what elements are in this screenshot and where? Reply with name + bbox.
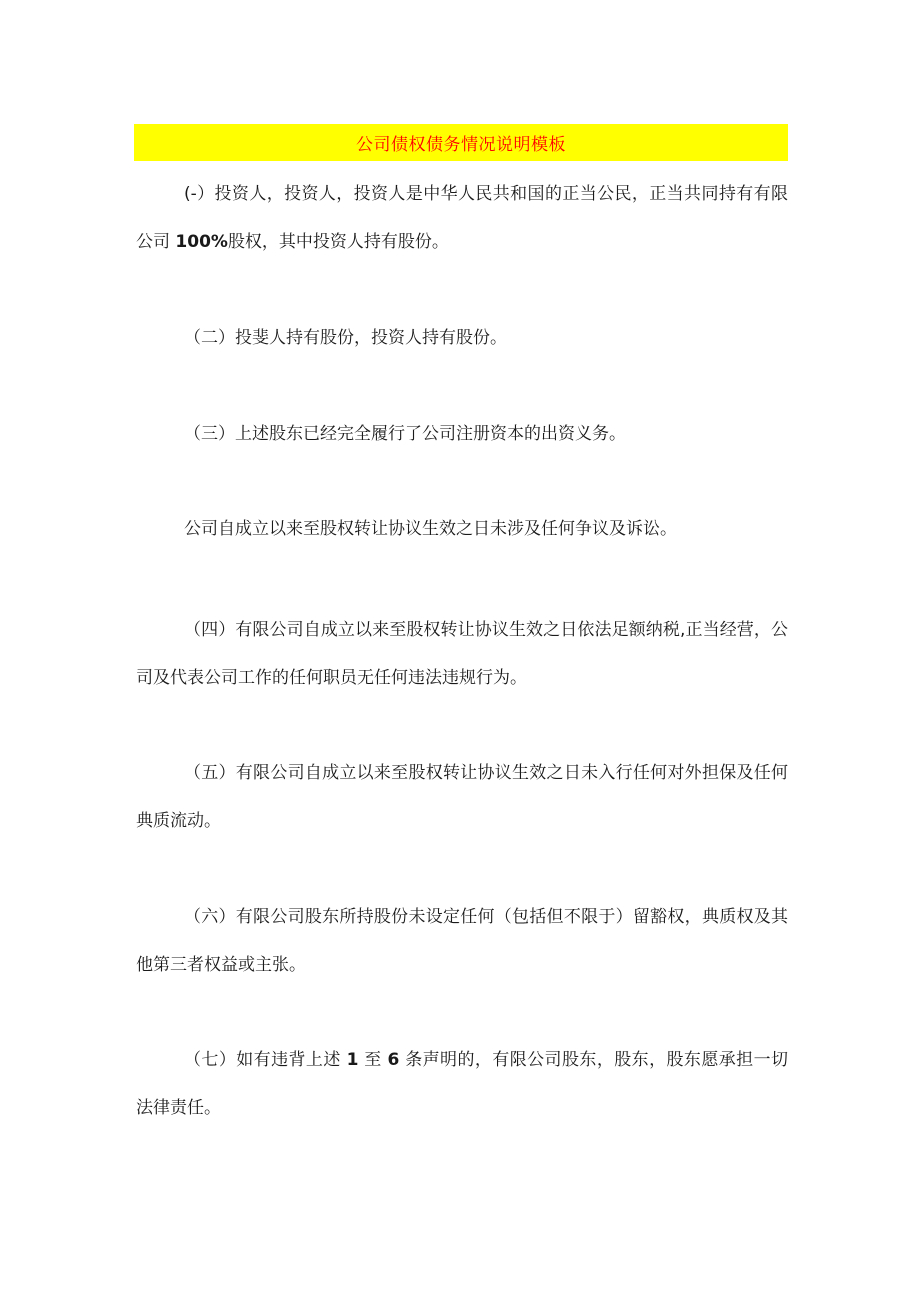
paragraph-number: 1 [346, 1050, 359, 1070]
paragraph-5 [136, 606, 788, 702]
title-highlight [134, 124, 788, 161]
paragraph-4 [136, 505, 788, 553]
paragraph-text: （七）如有违背上述 [184, 1050, 347, 1070]
paragraph-text: 至 [358, 1050, 388, 1070]
paragraph-text: （五）有限公司自成立以来至股权转让协议生效之日未入行任何对外担保及任何典质流动。 [136, 763, 788, 831]
document-title: 公司债权债务情况说明模板 [356, 135, 566, 155]
paragraph-8 [136, 1036, 788, 1132]
paragraph-number: 100% [175, 232, 228, 252]
paragraph-3 [136, 410, 788, 458]
paragraph-text: 公司自成立以来至股权转让协议生效之日未涉及任何争议及诉讼。 [184, 519, 677, 539]
paragraph-2 [136, 314, 788, 362]
paragraph-7 [136, 893, 788, 989]
paragraph-text: （六）有限公司股东所持股份未设定任何（包括但不限于）留豁权，典质权及其他第三者权益或主张。 [136, 907, 788, 975]
paragraph-number: 6 [387, 1050, 400, 1070]
paragraph-text: （四）有限公司自成立以来至股权转让协议生效之日依法足额纳税,正当经营，公司及代表公司工作的任何职员无任何违法违规行为。 [136, 620, 788, 688]
paragraph-text: 股权，其中投资人持有股份。 [227, 232, 449, 252]
paragraph-text: （三）上述股东已经完全履行了公司注册资本的出资义务。 [184, 424, 626, 444]
paragraph-6 [136, 749, 788, 845]
paragraph-text: （二）投斐人持有股份，投资人持有股份。 [184, 328, 507, 348]
paragraph-1 [136, 170, 788, 266]
paragraph-text: 条声明的，有限公司股东，股东，股东愿承担一切法律责任。 [136, 1050, 789, 1118]
paragraph-text: (-）投资人，投资人，投资人是中华人民共和国的正当公民，正当共同持有有限公司 [136, 184, 788, 252]
